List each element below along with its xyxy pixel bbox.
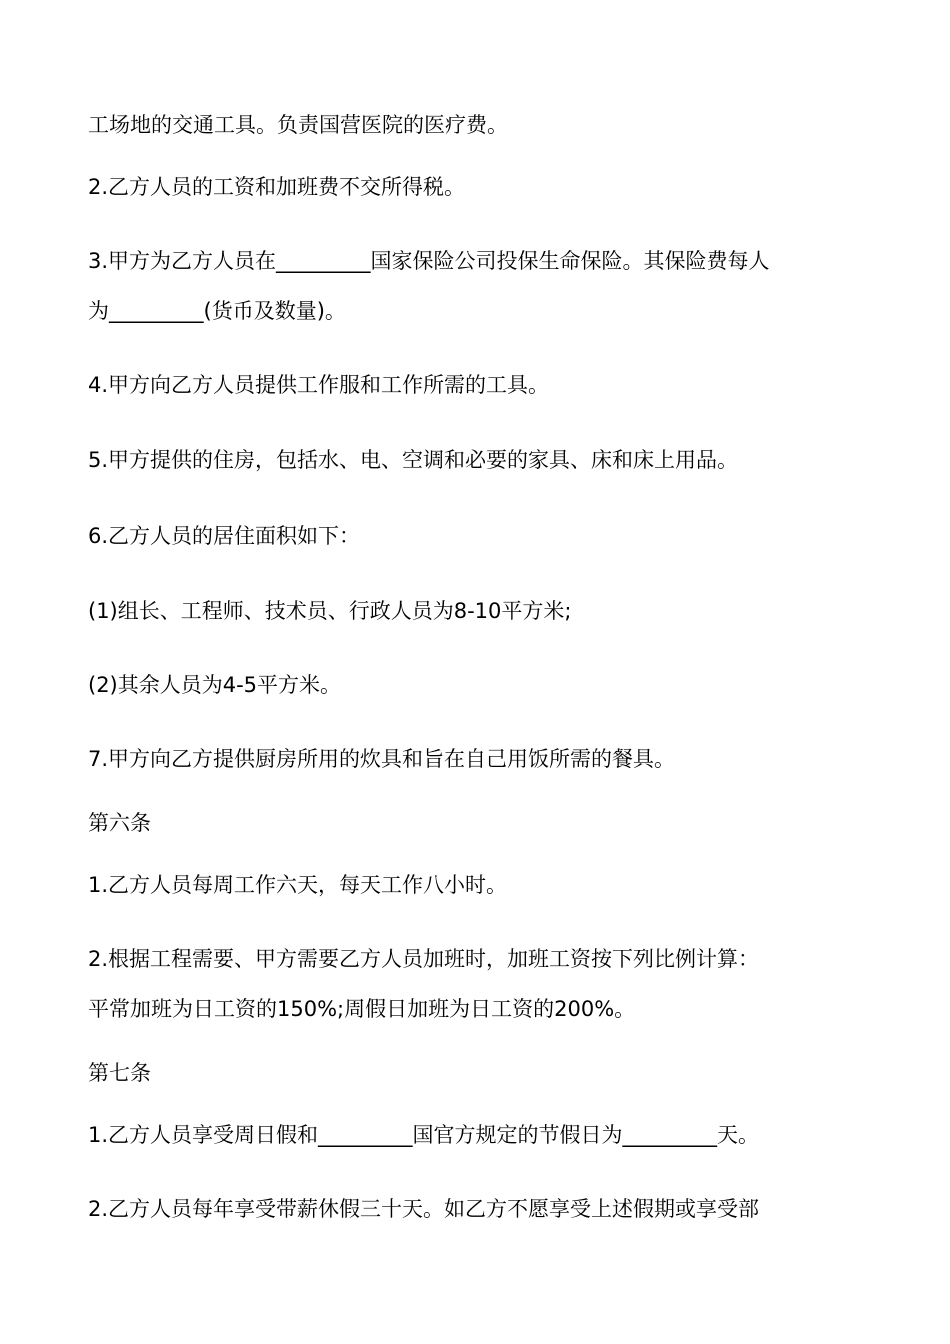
paragraph-line: 2.根据工程需要、甲方需要乙方人员加班时，加班工资按下列比例计算： — [88, 947, 760, 971]
paragraph-line: (1)组长、工程师、技术员、行政人员为8-10平方米; — [88, 599, 572, 623]
paragraph-line: 7.甲方向乙方提供厨房所用的炊具和旨在自己用饭所需的餐具。 — [88, 747, 676, 771]
paragraph-line: 1.乙方人员每周工作六天，每天工作八小时。 — [88, 873, 508, 897]
paragraph-line: 工场地的交通工具。负责国营医院的医疗费。 — [88, 113, 508, 137]
paragraph-line: 5.甲方提供的住房，包括水、电、空调和必要的家具、床和床上用品。 — [88, 448, 739, 472]
section-heading: 第七条 — [88, 1061, 151, 1085]
paragraph-line: 6.乙方人员的居住面积如下： — [88, 524, 361, 548]
paragraph-line: 2.乙方人员的工资和加班费不交所得税。 — [88, 175, 466, 199]
paragraph-line: 2.乙方人员每年享受带薪休假三十天。如乙方不愿享受上述假期或享受部 — [88, 1197, 760, 1221]
paragraph-line: 1.乙方人员享受周日假和_________国官方规定的节假日为_________天。 — [88, 1123, 760, 1147]
section-heading: 第六条 — [88, 811, 151, 835]
paragraph-line: (2)其余人员为4-5平方米。 — [88, 673, 342, 697]
paragraph-line: 4.甲方向乙方人员提供工作服和工作所需的工具。 — [88, 373, 550, 397]
paragraph-line: 3.甲方为乙方人员在_________国家保险公司投保生命保险。其保险费每人 — [88, 249, 770, 273]
paragraph-line: 平常加班为日工资的150%;周假日加班为日工资的200%。 — [88, 997, 636, 1021]
paragraph-line: 为_________(货币及数量)。 — [88, 299, 346, 323]
